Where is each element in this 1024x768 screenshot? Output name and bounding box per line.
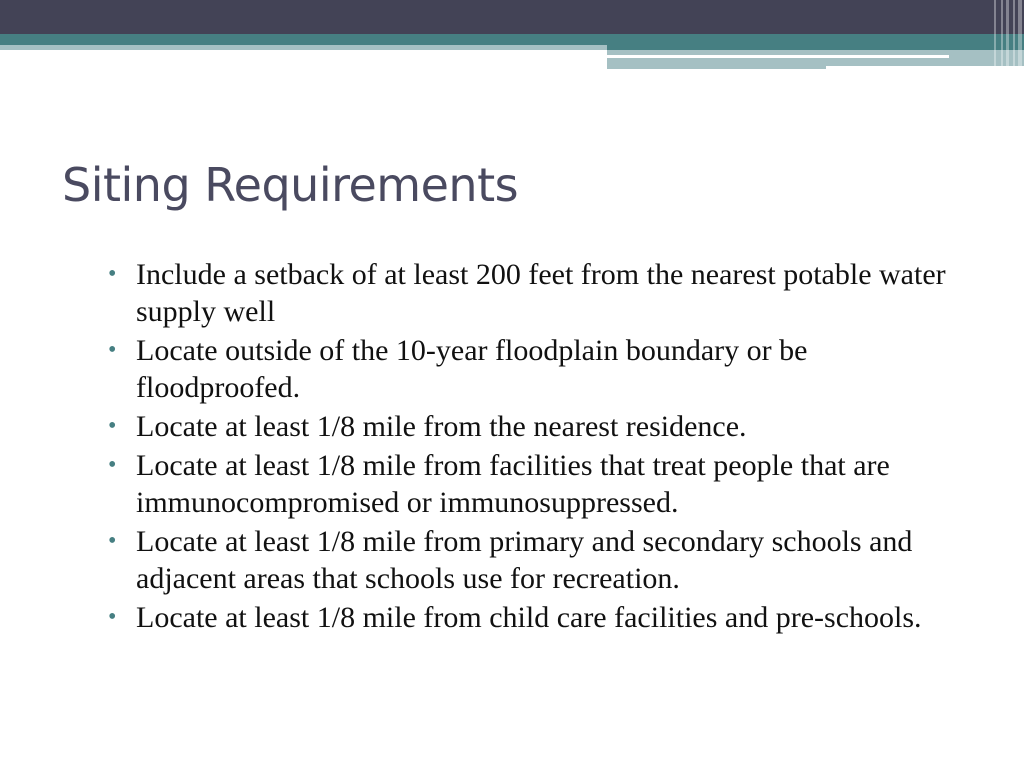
slide-title: Siting Requirements [62, 158, 519, 212]
bullet-item [108, 523, 978, 597]
header-stripe [1018, 0, 1022, 70]
header-stripe [1006, 0, 1009, 70]
bullet-icon: • [108, 413, 117, 439]
bullet-item [108, 332, 978, 406]
header-light-band-left [0, 45, 607, 50]
bullet-item [108, 408, 978, 445]
header-stripe [1013, 0, 1015, 70]
header-white-line [607, 55, 949, 58]
header-stripe [994, 0, 996, 70]
bullet-text: Locate at least 1/8 mile from facilities that treat people that are immunocompromised or immunosuppressed. [136, 449, 890, 519]
bullet-item [108, 256, 978, 330]
header-stripe [1001, 0, 1003, 70]
bullet-text: Locate at least 1/8 mile from the nearest residence. [136, 410, 747, 443]
bullet-item [108, 447, 978, 521]
bullet-item [108, 599, 978, 636]
bullet-list [108, 256, 978, 638]
header-dark-band [0, 0, 1024, 34]
bullet-icon: • [108, 452, 117, 478]
bullet-text: Locate outside of the 10-year floodplain boundary or be floodproofed. [136, 334, 808, 404]
bullet-icon: • [108, 337, 117, 363]
bullet-text: Locate at least 1/8 mile from primary and secondary schools and adjacent areas that schools use for recreation. [136, 525, 913, 595]
bullet-text: Include a setback of at least 200 feet from the nearest potable water supply well [136, 258, 946, 328]
bullet-icon: • [108, 528, 117, 554]
header-teal-band-right [607, 34, 1024, 50]
bullet-icon: • [108, 604, 117, 630]
header-teal-band-left [0, 34, 607, 45]
bullet-icon: • [108, 261, 117, 287]
bullet-text: Locate at least 1/8 mile from child care facilities and pre-schools. [136, 601, 922, 634]
